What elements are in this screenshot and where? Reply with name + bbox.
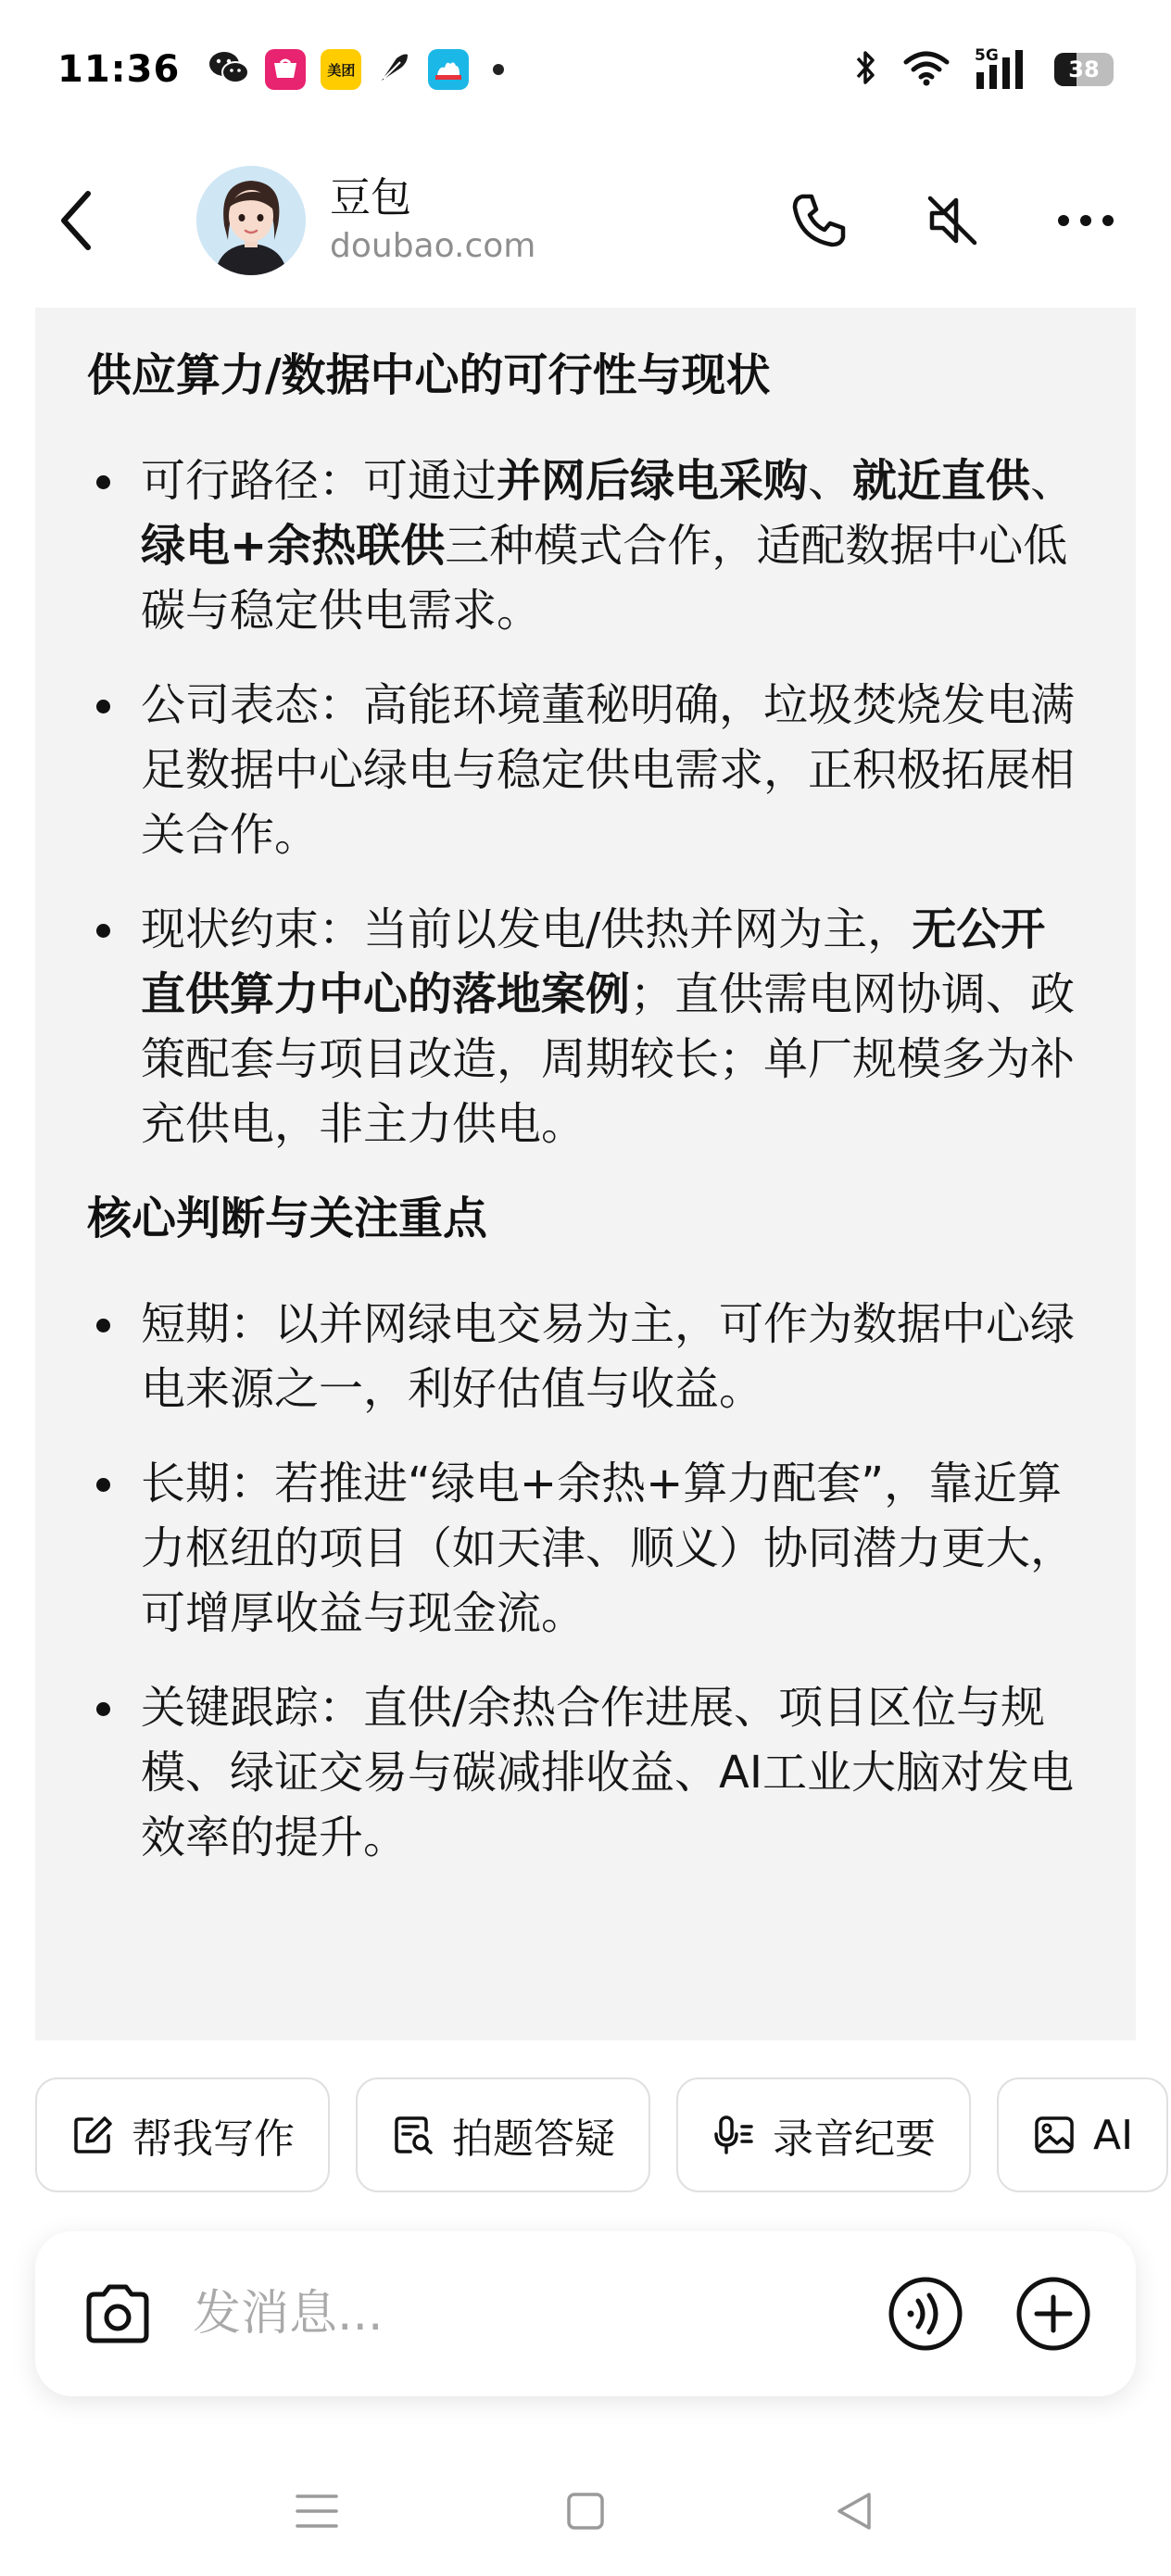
chip-label: 录音纪要 — [773, 2115, 936, 2163]
chat-header — [0, 148, 1171, 292]
text: 可行路径：可通过 — [141, 455, 497, 507]
bluetooth-icon — [852, 47, 878, 92]
quick-action-recording[interactable] — [676, 2077, 971, 2192]
list-item: 长期：若推进“绿电+余热+算力配套”，靠近算力枢纽的项目（如天津、顺义）协同潜力更大，可增厚收益与现金流。 — [87, 1451, 1084, 1646]
list-item: 短期：以并网绿电交易为主，可作为数据中心绿电来源之一，利好估值与收益。 — [87, 1292, 1084, 1421]
camera-icon — [82, 2283, 154, 2344]
section-title: 核心判断与关注重点 — [87, 1193, 488, 1244]
back-button[interactable] — [43, 179, 107, 262]
text: 三种模式合作，适配数据中心低碳与稳定供电需求。 — [141, 520, 1068, 637]
edit-icon — [70, 2113, 115, 2157]
bold-text: 绿电+余热联供 — [141, 520, 446, 572]
message-input[interactable] — [193, 2286, 886, 2342]
plus-circle-icon — [1014, 2275, 1092, 2353]
photo-search-icon — [391, 2113, 435, 2157]
nav-home-button[interactable] — [558, 2483, 613, 2539]
quick-action-writing[interactable] — [35, 2077, 330, 2192]
phone-icon — [789, 191, 849, 250]
notification-icons — [208, 49, 504, 90]
quick-action-ai-image[interactable] — [997, 2077, 1168, 2192]
quick-action-photo-question[interactable] — [356, 2077, 650, 2192]
nav-menu-button[interactable] — [289, 2483, 345, 2539]
more-notifications-dot — [493, 64, 504, 75]
bullet-list — [87, 448, 1084, 1156]
list-item — [87, 673, 1084, 867]
wechat-icon — [208, 49, 250, 90]
feather-app-icon — [376, 49, 413, 90]
bold-text: 就近直供 — [852, 455, 1031, 507]
home-square-icon — [565, 2491, 606, 2532]
quick-actions — [35, 2077, 1171, 2192]
contact-domain: doubao.com — [330, 226, 536, 265]
more-button[interactable] — [1052, 187, 1119, 254]
back-triangle-icon — [834, 2491, 875, 2532]
chevron-left-icon — [57, 188, 94, 253]
text: 、 — [1030, 455, 1076, 507]
bold-text: 无公开直供算力中心的落地案例 — [141, 903, 1046, 1020]
chip-label: 拍题答疑 — [452, 2115, 615, 2163]
speaker-muted-icon — [923, 191, 982, 250]
camel-app-icon — [428, 49, 469, 90]
assistant-message — [35, 308, 1136, 2040]
text: 、 — [808, 455, 853, 507]
nav-back-button[interactable] — [826, 2483, 882, 2539]
add-button[interactable] — [1014, 2274, 1093, 2354]
message-composer — [35, 2231, 1136, 2396]
pinduoduo-icon — [265, 49, 306, 90]
wifi-icon — [902, 49, 951, 90]
voice-call-button[interactable] — [886, 2274, 965, 2354]
chip-label: 帮我写作 — [132, 2115, 295, 2163]
status-bar — [0, 0, 1171, 139]
image-icon — [1032, 2113, 1077, 2157]
status-time: 11:36 — [57, 48, 181, 91]
avatar[interactable] — [196, 166, 306, 275]
section-title: 供应算力/数据中心的可行性与现状 — [87, 349, 771, 401]
avatar-girl-icon — [196, 166, 306, 275]
meituan-label: 美团 — [327, 61, 356, 79]
voice-memo-icon — [711, 2113, 756, 2157]
cellular-signal-icon — [975, 48, 1030, 91]
battery-level: 38 — [1068, 57, 1100, 82]
network-type: 5G — [975, 46, 999, 65]
text: ；直供需电网协调、政策配套与项目改造，周期较长；单厂规模多为补充供电，非主力供电。 — [141, 968, 1076, 1150]
camera-button[interactable] — [78, 2274, 157, 2354]
voice-wave-icon — [887, 2275, 964, 2353]
list-item — [87, 448, 1084, 643]
bold-text: 并网后绿电采购 — [497, 455, 809, 507]
composer-actions — [886, 2274, 1093, 2354]
text: 公司表态：高能环境董秘明确，垃圾焚烧发电满足数据中心绿电与稳定供电需求，正积极拓展相关合作。 — [141, 679, 1076, 861]
chip-label: AI — [1093, 2111, 1134, 2159]
list-item: 关键跟踪：直供/余热合作进展、项目区位与规模、绿证交易与碳减排收益、AI工业大脑对发电效率的提升。 — [87, 1675, 1084, 1870]
mute-button[interactable] — [919, 187, 986, 254]
menu-icon — [296, 2493, 338, 2530]
header-actions — [786, 187, 1128, 254]
list-item — [87, 897, 1084, 1156]
text: 现状约束：当前以发电/供热并网为主， — [141, 903, 913, 955]
contact-name: 豆包 — [330, 173, 411, 221]
contact-info — [330, 172, 535, 269]
meituan-icon — [321, 49, 361, 90]
system-status — [852, 47, 1114, 92]
system-navigation-bar — [0, 2446, 1171, 2576]
call-button[interactable] — [786, 187, 852, 254]
battery-icon — [1054, 53, 1114, 86]
bullet-list — [87, 1292, 1084, 1870]
more-horizontal-icon — [1056, 211, 1115, 230]
